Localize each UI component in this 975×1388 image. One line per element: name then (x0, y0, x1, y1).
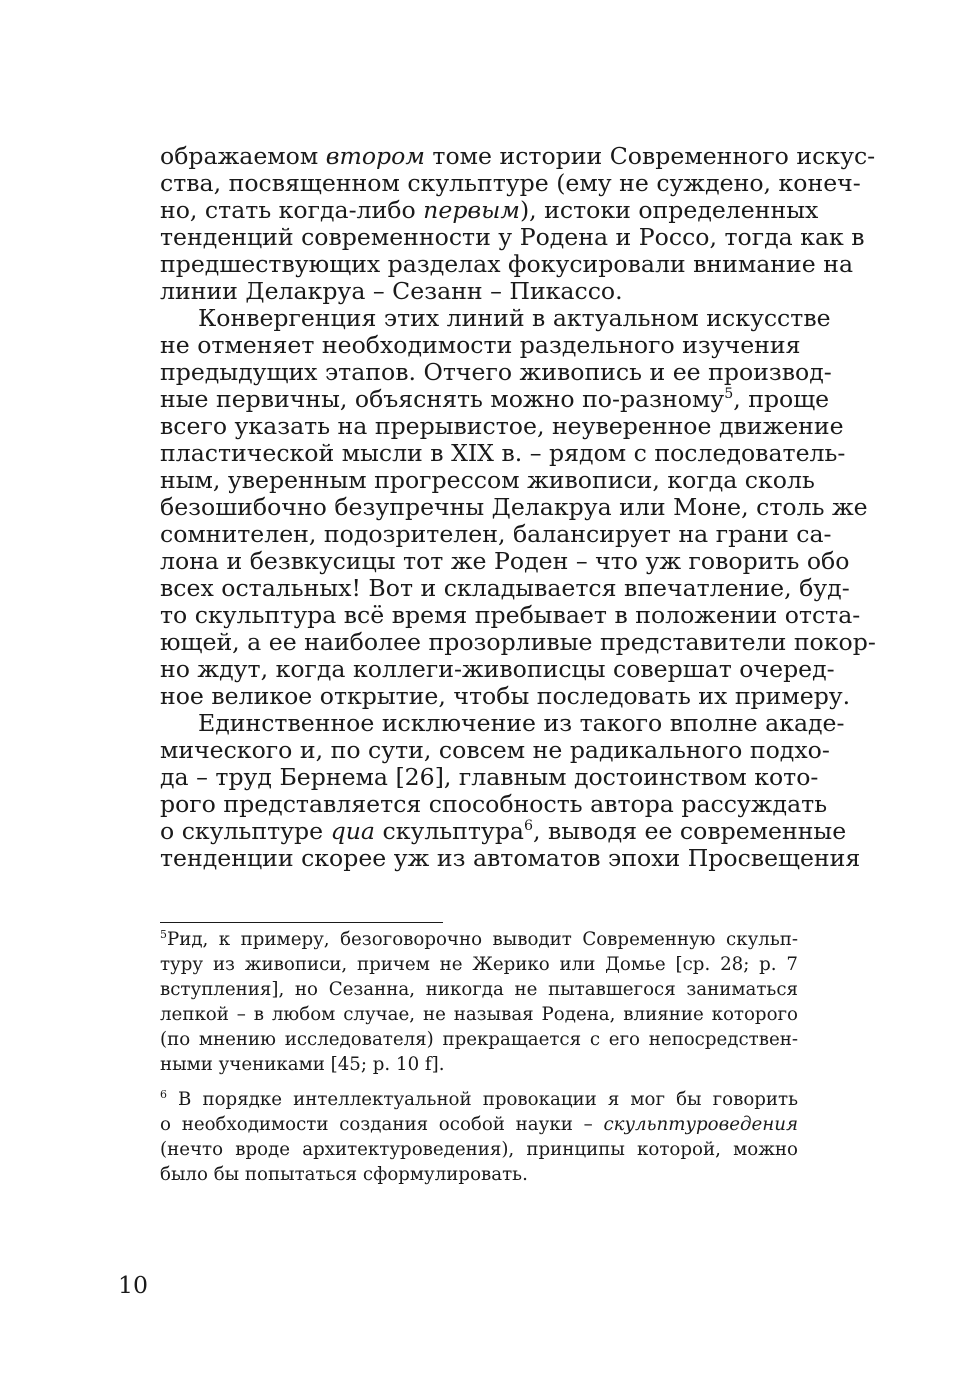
text-line: ным, уверенным прогрессом живописи, когда сколь (160, 466, 815, 494)
footnote-line: туру из живописи, причем не Жерико или Домье [ср. 28; р. 7 (160, 954, 798, 975)
text-line: ображаемом втором томе истории Современного искус- (160, 142, 876, 170)
text-line: тенденций современности у Родена и Россо, тогда как в (160, 223, 865, 251)
text-line: сомнителен, подозрителен, балансирует на грани са- (160, 520, 832, 548)
footnote-line: ными учениками [45; р. 10 f]. (160, 1054, 445, 1075)
text-line: Единственное исключение из такого вполне акаде- (198, 709, 845, 737)
text-line: тенденции скорее уж из автоматов эпохи Просвещения (160, 844, 861, 872)
footnote-line: $^5$Рид, к примеру, безоговорочно выводит Современную скульп- (160, 927, 798, 950)
footnote-line: (по мнению исследователя) прекращается с его непосредствен- (160, 1029, 798, 1050)
footnote-ref: 6 (524, 818, 534, 835)
text-line: безошибочно безупречны Делакруа или Моне, столь же (160, 493, 868, 521)
text-line: не отменяет необходимости раздельного изучения (160, 331, 801, 359)
footnote-line: было бы попытаться сформулировать. (160, 1164, 528, 1185)
text-line: линии Делакруа – Сезанн – Пикассо. (160, 277, 623, 305)
text-line: предшествующих разделах фокусировали внимание на (160, 250, 854, 278)
footnote-6 (160, 1087, 798, 1187)
text-line: о скульптуре qua скульптура$^6$, выводя ее современные (160, 817, 847, 845)
text-line: рого представляется способность автора рассуждать (160, 790, 828, 818)
footnotes (160, 927, 798, 1187)
text-line: ства, посвященном скульптуре (ему не суждено, конеч- (160, 169, 861, 197)
footnote-line: о необходимости создания особой науки – скульптуроведения (160, 1114, 798, 1135)
text-line: ющей, а ее наиболее прозорливые представители покор- (160, 628, 876, 656)
text-line: всех остальных! Вот и складывается впечатление, буд- (160, 574, 850, 602)
footnote-line: $^6$ В порядке интеллектуальной провокации я мог бы говорить (160, 1087, 798, 1110)
text-line: ные первичны, объяснять можно по-разному$^5$, проще (160, 385, 830, 413)
footnote-line: лепкой – в любом случае, не называя Родена, влияние которого (160, 1004, 798, 1025)
text-line: то скульптура всё время пребывает в положении отста- (160, 601, 861, 629)
page-number: 10 (118, 1271, 149, 1299)
footnote-5 (160, 927, 798, 1077)
text-line: предыдущих этапов. Отчего живопись и ее производ- (160, 358, 832, 386)
footnote-ref: 5 (724, 386, 734, 403)
text-line: но, стать когда-либо первым), истоки определенных (160, 196, 819, 224)
text-line: но ждут, когда коллеги-живописцы совершат очеред- (160, 655, 835, 683)
footnote-divider (160, 922, 443, 923)
footnote-marker: 5 (160, 927, 167, 941)
main-text (160, 142, 876, 872)
text-line: Конвергенция этих линий в актуальном искусстве (198, 304, 831, 332)
text-line: пластической мысли в XIX в. – рядом с последователь- (160, 439, 846, 467)
footnote-line: вступления], но Сезанна, никогда не пытавшегося заниматься (160, 979, 798, 1000)
text-line: лона и безвкусицы тот же Роден – что уж говорить обо (160, 547, 850, 575)
footnote-line: (нечто вроде архитектуроведения), принципы которой, можно (160, 1139, 798, 1160)
text-line: да – труд Бернема [26], главным достоинством кото- (160, 763, 819, 791)
text-line: мического и, по сути, совсем не радикального подхо- (160, 736, 830, 764)
footnote-marker: 6 (160, 1087, 167, 1101)
text-line: всего указать на прерывистое, неуверенное движение (160, 412, 844, 440)
text-line: ное великое открытие, чтобы последовать их примеру. (160, 682, 851, 710)
